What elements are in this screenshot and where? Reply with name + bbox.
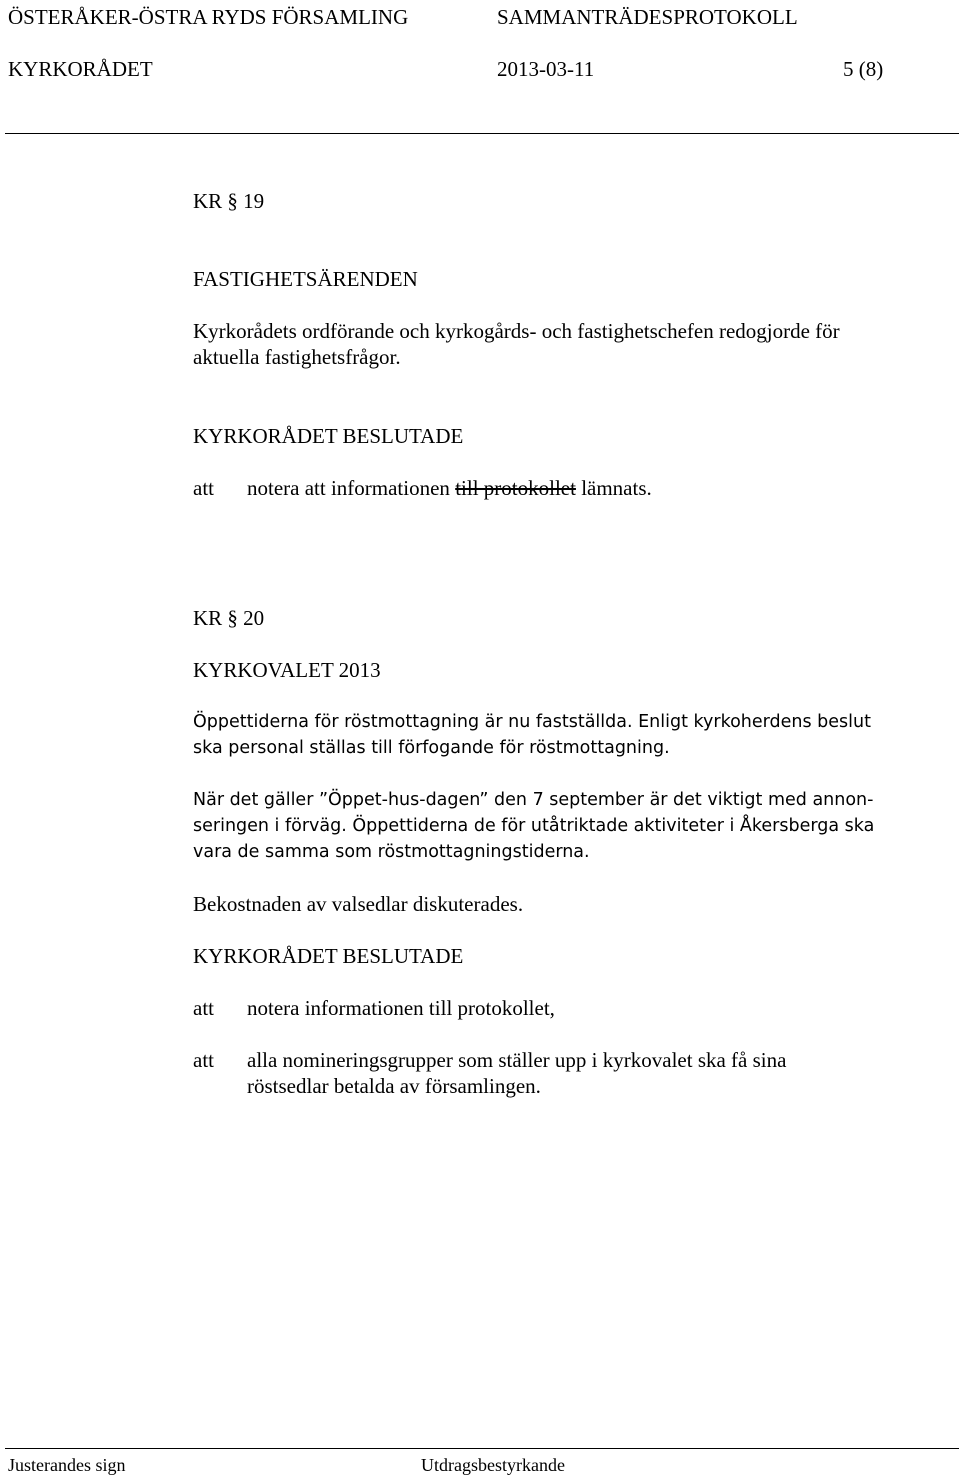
paragraph-line: Bekostnaden av valsedlar diskuterades. — [193, 892, 524, 916]
decision-marker: att — [193, 1048, 214, 1072]
paragraph-line: seringen i förväg. Öppettiderna de för utåtriktade aktiviteter i Åkersberga ska — [193, 816, 875, 836]
paragraph-line: vara de samma som röstmottagningstiderna. — [193, 842, 590, 862]
decision-text-before: notera att informationen — [247, 476, 456, 500]
footer-justerandes-sign: Justerandes sign — [8, 1455, 126, 1475]
decision-marker: att — [193, 996, 214, 1020]
decision-marker: att — [193, 476, 214, 500]
section-heading-kr19: FASTIGHETSÄRENDEN — [193, 267, 418, 291]
footer-rule — [5, 1448, 959, 1449]
header-doc-type: SAMMANTRÄDESPROTOKOLL — [497, 5, 798, 29]
header-parish: ÖSTERÅKER-ÖSTRA RYDS FÖRSAMLING — [8, 5, 409, 29]
decision-text: röstsedlar betalda av församlingen. — [247, 1074, 541, 1098]
section-heading-kr20: KYRKOVALET 2013 — [193, 658, 381, 682]
section-number-kr19: KR § 19 — [193, 189, 265, 213]
paragraph-line: ska personal ställas till förfogande för röstmottagning. — [193, 738, 670, 758]
decision-heading-kr19: KYRKORÅDET BESLUTADE — [193, 424, 464, 448]
decision-heading-kr20: KYRKORÅDET BESLUTADE — [193, 944, 464, 968]
decision-text-after: lämnats. — [575, 476, 652, 500]
decision-text: notera informationen till protokollet, — [247, 996, 555, 1020]
section-number-kr20: KR § 20 — [193, 606, 265, 630]
paragraph-line: Kyrkorådets ordförande och kyrkogårds- och fastighetschefen redogjorde för — [193, 319, 840, 343]
paragraph-line: aktuella fastighetsfrågor. — [193, 345, 401, 369]
header-body-name: KYRKORÅDET — [8, 57, 153, 81]
header-rule — [5, 133, 959, 134]
struck-text: till protokollet — [455, 476, 576, 500]
paragraph-line: Öppettiderna för röstmottagning är nu fastställda. Enligt kyrkoherdens beslut — [193, 712, 871, 732]
footer-utdragsbestyrkande: Utdragsbestyrkande — [421, 1455, 565, 1475]
header-page-number: 5 (8) — [843, 57, 884, 81]
decision-text — [247, 475, 652, 501]
decision-text: alla nomineringsgrupper som ställer upp i kyrkovalet ska få sina — [247, 1048, 787, 1072]
paragraph-line: När det gäller ”Öppet-hus-dagen” den 7 september är det viktigt med annon- — [193, 790, 874, 810]
header-date: 2013-03-11 — [497, 57, 595, 81]
